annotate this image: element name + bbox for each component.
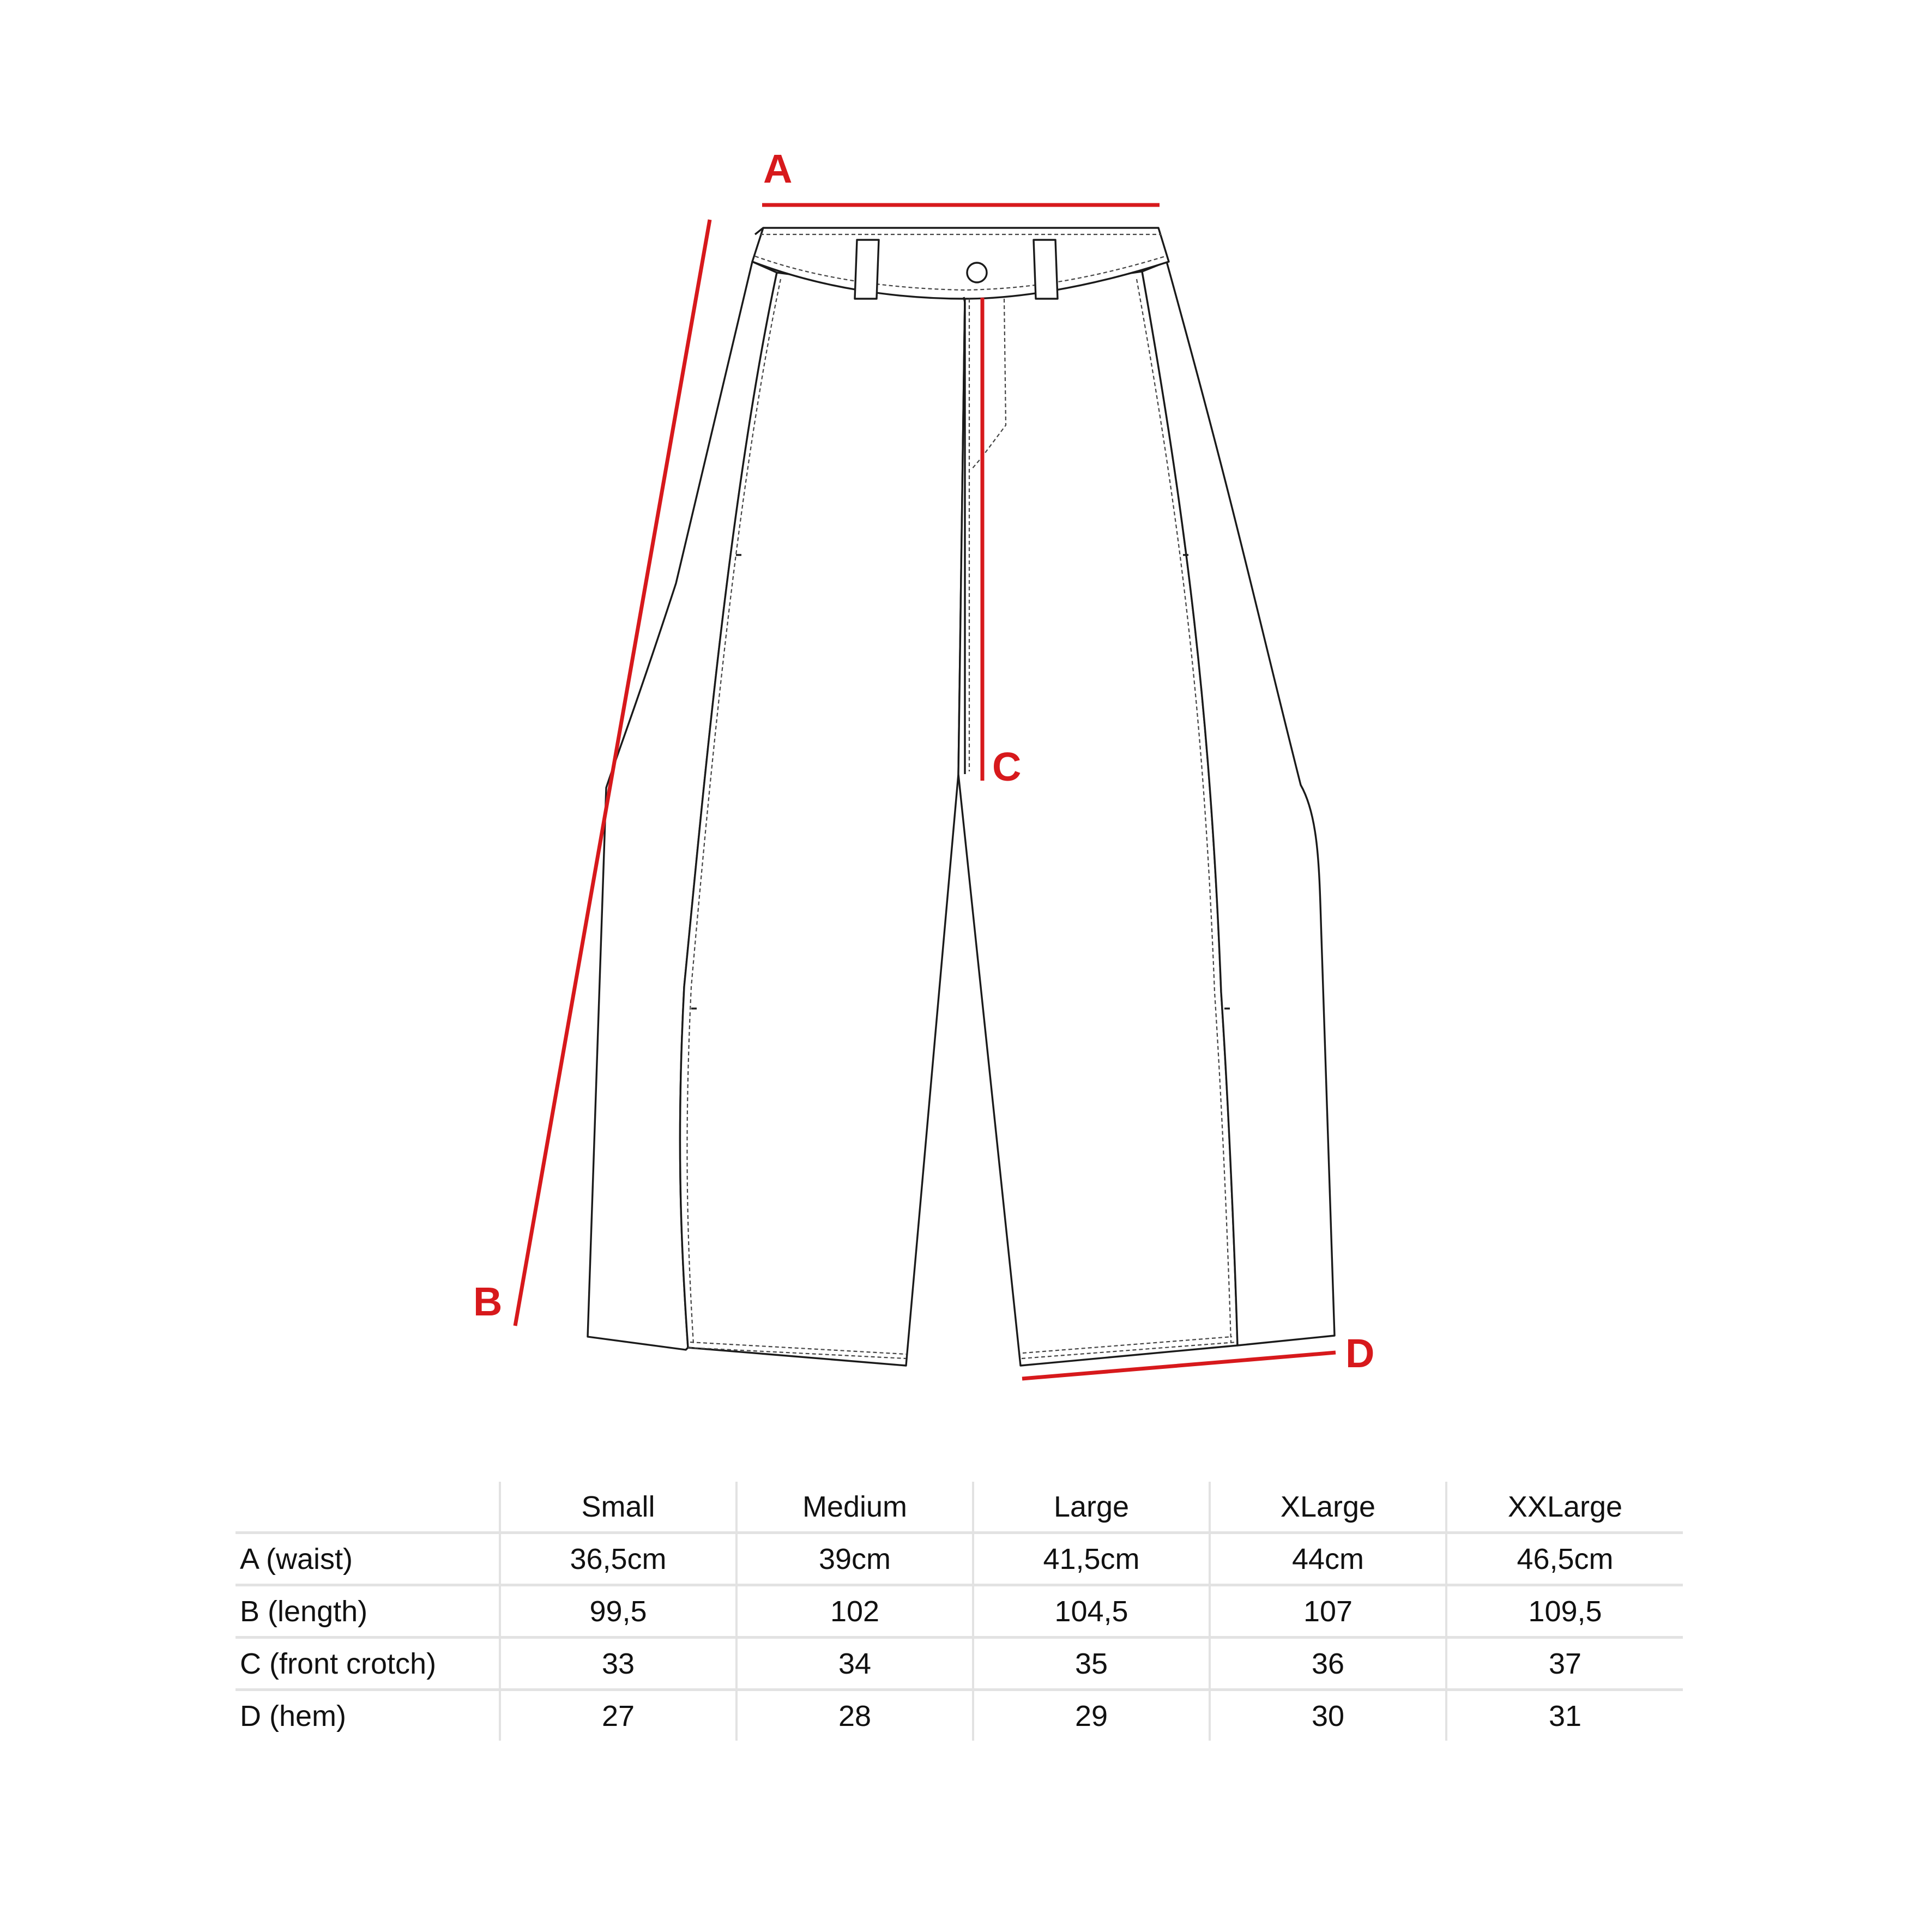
table-cell: 99,5: [500, 1585, 736, 1638]
table-row-hem: [236, 1690, 1683, 1741]
table-cell: 39cm: [736, 1533, 973, 1585]
table-cell: 36,5cm: [500, 1533, 736, 1585]
table-cell: 28: [736, 1690, 973, 1741]
header-size-xxlarge: XXLarge: [1446, 1482, 1683, 1533]
table-row-waist: [236, 1533, 1683, 1585]
pants-outline: [588, 228, 1335, 1366]
header-size-large: Large: [973, 1482, 1210, 1533]
table-cell: 41,5cm: [973, 1533, 1210, 1585]
table-row-length: [236, 1585, 1683, 1638]
table-cell: 44cm: [1210, 1533, 1446, 1585]
table-cell: 46,5cm: [1446, 1533, 1683, 1585]
table-row-front-crotch: [236, 1638, 1683, 1690]
label-b: B: [473, 1279, 503, 1324]
label-d: D: [1345, 1331, 1375, 1376]
header-size-xlarge: XLarge: [1210, 1482, 1446, 1533]
header-size-small: Small: [500, 1482, 736, 1533]
table-cell: 27: [500, 1690, 736, 1741]
row-label: C (front crotch): [236, 1638, 500, 1690]
table-cell: 29: [973, 1690, 1210, 1741]
table-cell: 37: [1446, 1638, 1683, 1690]
table-cell: 33: [500, 1638, 736, 1690]
size-table: [236, 1482, 1683, 1741]
table-cell: 34: [736, 1638, 973, 1690]
table-cell: 102: [736, 1585, 973, 1638]
row-label: D (hem): [240, 1699, 347, 1732]
header-size-medium: Medium: [736, 1482, 973, 1533]
table-cell: 30: [1210, 1690, 1446, 1741]
size-chart: [236, 1482, 1683, 1741]
table-header-row: [236, 1482, 1683, 1533]
label-a: A: [763, 146, 793, 191]
table-cell: 36: [1210, 1638, 1446, 1690]
label-c: C: [992, 744, 1022, 789]
header-blank: [236, 1482, 500, 1533]
row-label: A (waist): [236, 1533, 500, 1585]
table-cell: 109,5: [1446, 1585, 1683, 1638]
table-cell: 31: [1446, 1690, 1683, 1741]
table-cell: 104,5: [973, 1585, 1210, 1638]
table-cell: 107: [1210, 1585, 1446, 1638]
table-cell: 35: [973, 1638, 1210, 1690]
row-label: B (length): [236, 1585, 500, 1638]
